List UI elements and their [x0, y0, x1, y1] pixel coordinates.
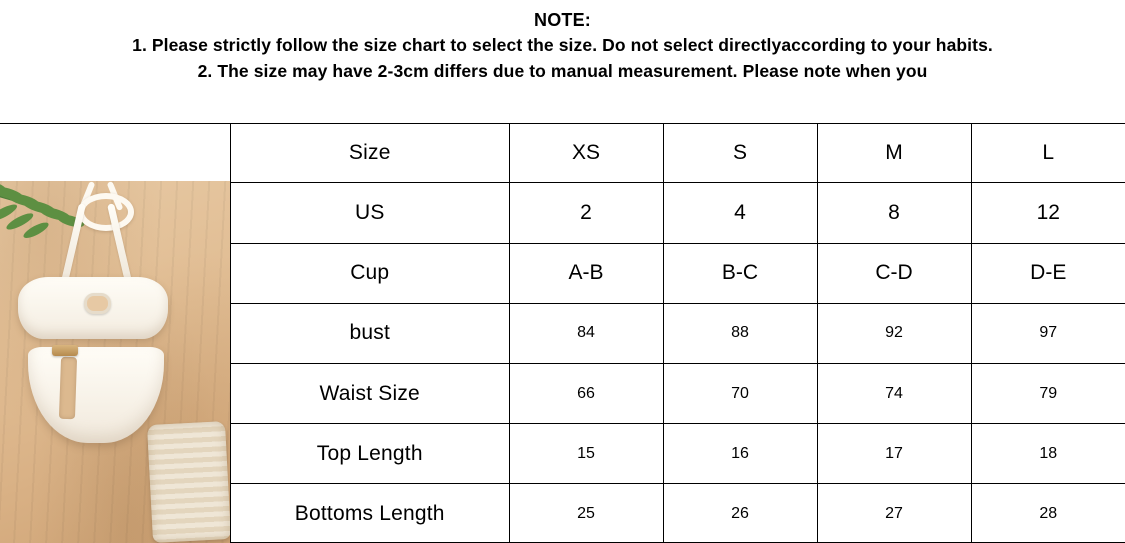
cell-value: 17 — [817, 424, 971, 484]
cell-value: 15 — [509, 424, 663, 484]
cell-value: A-B — [509, 243, 663, 303]
cell-value: D-E — [971, 243, 1125, 303]
note-block — [0, 0, 1125, 123]
cell-value: 4 — [663, 183, 817, 243]
cell-value: B-C — [663, 243, 817, 303]
row-label: Top Length — [231, 424, 509, 484]
size-table — [231, 124, 1125, 543]
note-title: NOTE: — [534, 10, 591, 30]
row-label: Waist Size — [231, 364, 509, 424]
cell-value: L — [971, 124, 1125, 183]
cell-value: 70 — [663, 364, 817, 424]
table-row — [231, 424, 1125, 484]
product-photo — [0, 181, 230, 543]
bikini-top-ring — [84, 293, 111, 314]
product-image-cell — [0, 124, 231, 543]
cell-value: XS — [509, 124, 663, 183]
cell-value: 28 — [1039, 504, 1058, 522]
size-chart — [0, 123, 1125, 543]
cell-value: 66 — [509, 364, 663, 424]
row-label: bust — [231, 303, 509, 363]
row-label: Bottoms Length — [231, 484, 509, 543]
cell-value: 12 — [971, 183, 1125, 243]
rolled-towel — [147, 421, 230, 543]
cell-value: 18 — [971, 424, 1125, 484]
note-line-2: 2. The size may have 2-3cm differs due to manual measurement. Please note when you — [197, 61, 928, 81]
halter-bow — [78, 193, 134, 231]
cell-value: 79 — [971, 364, 1125, 424]
gold-buckle — [52, 345, 78, 356]
cell-value: M — [817, 124, 971, 183]
cell-value: C-D — [817, 243, 971, 303]
bikini-bottom-fold — [59, 357, 77, 420]
row-label: Cup — [231, 243, 509, 303]
cell-value: 26 — [663, 484, 817, 543]
cell-value: 8 — [817, 183, 971, 243]
cell-value: 74 — [817, 364, 971, 424]
row-label: Size — [231, 124, 509, 183]
bikini-bottom — [28, 347, 164, 443]
table-row — [231, 183, 1125, 243]
cell-value: 16 — [663, 424, 817, 484]
cell-value: 2 — [509, 183, 663, 243]
note-line-1: 1. Please strictly follow the size chart to select the size. Do not select directlyaccording to your habits. — [132, 35, 993, 55]
table-row — [231, 364, 1125, 424]
cell-value: 97 — [971, 303, 1125, 363]
table-row — [231, 124, 1125, 183]
cell-value: 92 — [817, 303, 971, 363]
cell-value: 27 — [817, 484, 971, 543]
table-row — [231, 243, 1125, 303]
cell-value: 84 — [509, 303, 663, 363]
row-label: US — [231, 183, 509, 243]
cell-value: 25 — [509, 484, 663, 543]
table-row — [231, 303, 1125, 363]
table-row — [231, 484, 1125, 543]
cell-value: S — [663, 124, 817, 183]
cell-value: 88 — [663, 303, 817, 363]
